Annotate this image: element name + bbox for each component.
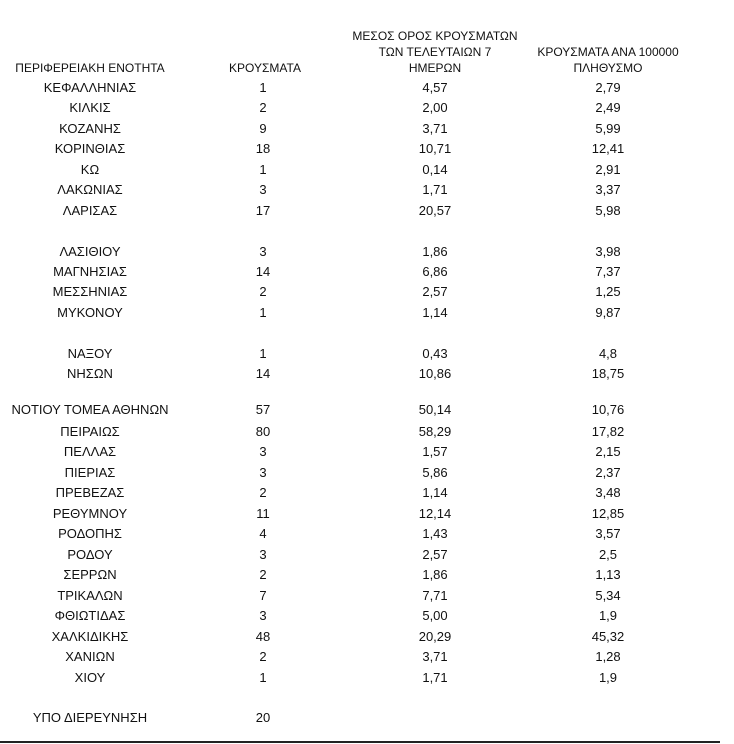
column-header-cases: ΚΡΟΥΣΜΑΤΑ <box>229 61 301 75</box>
cell-7day-average: 1,57 <box>422 444 448 459</box>
cell-per-100k: 12,85 <box>591 506 625 521</box>
table-row <box>0 463 734 483</box>
cell-7day-average: 1,43 <box>422 526 448 541</box>
cell-region: ΚΩ <box>80 162 100 177</box>
table-row <box>0 565 734 585</box>
cell-per-100k: 2,15 <box>595 444 621 459</box>
cell-per-100k: 3,37 <box>595 182 621 197</box>
cell-7day-average: 2,00 <box>422 100 448 115</box>
cell-cases: 3 <box>259 444 267 459</box>
table-row <box>0 545 734 565</box>
cell-7day-average: 0,43 <box>422 346 448 361</box>
cell-cases: 3 <box>259 244 267 259</box>
cell-per-100k: 2,49 <box>595 100 621 115</box>
cell-7day-average: 1,86 <box>422 567 448 582</box>
cell-cases: 2 <box>259 100 267 115</box>
table-row <box>0 364 734 384</box>
cell-cases: 17 <box>255 203 271 218</box>
cell-per-100k: 2,5 <box>598 547 618 562</box>
column-header-7day-average-line3: ΗΜΕΡΩΝ <box>408 61 462 75</box>
cell-cases: 3 <box>259 608 267 623</box>
cell-cases: 1 <box>259 305 267 320</box>
cell-7day-average: 58,29 <box>418 424 452 439</box>
cell-cases: 3 <box>259 182 267 197</box>
cell-per-100k: 2,79 <box>595 80 621 95</box>
cell-region: ΥΠΟ ΔΙΕΡΕΥΝΗΣΗ <box>32 710 148 725</box>
cell-cases: 2 <box>259 284 267 299</box>
table-row <box>0 78 734 98</box>
cell-per-100k: 5,99 <box>595 121 621 136</box>
cell-region: ΤΡΙΚΑΛΩΝ <box>57 588 123 603</box>
cell-region: ΜΑΓΝΗΣΙΑΣ <box>53 264 127 279</box>
cell-cases: 2 <box>259 567 267 582</box>
table-row <box>0 483 734 503</box>
cell-region: ΠΕΛΛΑΣ <box>63 444 117 459</box>
cell-per-100k: 1,9 <box>598 670 618 685</box>
cell-region: ΧΑΝΙΩΝ <box>65 649 115 664</box>
cell-7day-average: 1,71 <box>422 182 448 197</box>
cell-per-100k: 7,37 <box>595 264 621 279</box>
column-header-per-100k <box>518 44 698 76</box>
cell-cases: 1 <box>259 80 267 95</box>
table-row <box>0 98 734 118</box>
column-header-7day-average <box>330 28 540 76</box>
table-row <box>0 442 734 462</box>
cell-per-100k: 2,91 <box>595 162 621 177</box>
cell-7day-average: 1,14 <box>422 305 448 320</box>
cell-region: ΜΥΚΟΝΟΥ <box>57 305 123 320</box>
cell-7day-average: 5,00 <box>422 608 448 623</box>
cell-region: ΠΕΙΡΑΙΩΣ <box>60 424 120 439</box>
cell-region: ΚΟΡΙΝΘΙΑΣ <box>54 141 126 156</box>
cell-region: ΡΟΔΟΠΗΣ <box>58 526 122 541</box>
cell-per-100k: 4,8 <box>598 346 618 361</box>
cell-region: ΡΟΔΟΥ <box>67 547 113 562</box>
cell-region: ΝΟΤΙΟΥ ΤΟΜΕΑ ΑΘΗΝΩΝ <box>11 402 169 417</box>
cell-cases: 48 <box>255 629 271 644</box>
cell-cases: 1 <box>259 346 267 361</box>
cell-7day-average: 6,86 <box>422 264 448 279</box>
cell-region: ΡΕΘΥΜΝΟΥ <box>52 506 128 521</box>
cell-per-100k: 45,32 <box>591 629 625 644</box>
table-row <box>0 262 734 282</box>
table-row <box>0 160 734 180</box>
cell-cases: 4 <box>259 526 267 541</box>
cell-per-100k: 3,48 <box>595 485 621 500</box>
cell-cases: 2 <box>259 649 267 664</box>
cell-region: ΜΕΣΣΗΝΙΑΣ <box>52 284 128 299</box>
table-row <box>0 282 734 302</box>
cell-per-100k: 3,57 <box>595 526 621 541</box>
table-row <box>0 242 734 262</box>
cell-7day-average: 1,71 <box>422 670 448 685</box>
cell-per-100k: 1,25 <box>595 284 621 299</box>
table-row <box>0 139 734 159</box>
cell-per-100k: 2,37 <box>595 465 621 480</box>
table-row <box>0 119 734 139</box>
cell-region: ΧΑΛΚΙΔΙΚΗΣ <box>51 629 129 644</box>
cell-per-100k: 5,98 <box>595 203 621 218</box>
cell-region: ΚΟΖΑΝΗΣ <box>59 121 121 136</box>
cell-region: ΛΑΚΩΝΙΑΣ <box>57 182 123 197</box>
table-row <box>0 586 734 606</box>
table-row <box>0 422 734 442</box>
cell-7day-average: 20,57 <box>418 203 452 218</box>
cell-cases: 11 <box>256 506 270 521</box>
cell-region: ΛΑΡΙΣΑΣ <box>62 203 118 218</box>
cell-cases: 14 <box>255 366 271 381</box>
table-row <box>0 400 734 420</box>
cell-cases: 14 <box>255 264 271 279</box>
table-row <box>0 344 734 364</box>
cell-region: ΧΙΟΥ <box>74 670 106 685</box>
cell-per-100k: 9,87 <box>595 305 621 320</box>
cell-cases: 18 <box>255 141 271 156</box>
column-header-per-100k-line1: ΚΡΟΥΣΜΑΤΑ ΑΝΑ 100000 <box>537 45 679 59</box>
cell-cases: 2 <box>259 485 267 500</box>
table-row <box>0 303 734 323</box>
cell-7day-average: 10,71 <box>418 141 452 156</box>
cell-per-100k: 1,9 <box>598 608 618 623</box>
column-header-region: ΠΕΡΙΦΕΡΕΙΑΚΗ ΕΝΟΤΗΤΑ <box>15 61 165 75</box>
cell-cases: 80 <box>255 424 271 439</box>
cell-7day-average: 12,14 <box>418 506 452 521</box>
cell-7day-average: 3,71 <box>422 649 448 664</box>
table-row <box>0 627 734 647</box>
cell-7day-average: 1,14 <box>422 485 448 500</box>
cell-7day-average: 50,14 <box>418 402 452 417</box>
cell-per-100k: 17,82 <box>591 424 625 439</box>
cell-per-100k: 5,34 <box>595 588 621 603</box>
cell-cases: 57 <box>255 402 271 417</box>
cell-region: ΚΙΛΚΙΣ <box>69 100 111 115</box>
cell-cases: 7 <box>259 588 267 603</box>
cell-cases: 1 <box>259 670 267 685</box>
cell-7day-average: 20,29 <box>418 629 452 644</box>
cell-7day-average: 10,86 <box>418 366 452 381</box>
cell-region: ΚΕΦΑΛΛΗΝΙΑΣ <box>43 80 137 95</box>
column-header-per-100k-line2: ΠΛΗΘΥΣΜΟ <box>573 61 643 75</box>
cell-cases: 9 <box>259 121 267 136</box>
table-row <box>0 504 734 524</box>
cell-cases: 20 <box>255 710 271 725</box>
cell-7day-average: 2,57 <box>422 284 448 299</box>
cell-per-100k: 10,76 <box>591 402 625 417</box>
cell-region: ΝΑΞΟΥ <box>67 346 113 361</box>
cell-cases: 3 <box>259 465 267 480</box>
cell-cases: 3 <box>259 547 267 562</box>
cell-per-100k: 1,13 <box>595 567 621 582</box>
cell-7day-average: 0,14 <box>422 162 448 177</box>
column-header-7day-average-line1: ΜΕΣΟΣ ΟΡΟΣ ΚΡΟΥΣΜΑΤΩΝ <box>352 29 518 43</box>
table-row <box>0 201 734 221</box>
cell-7day-average: 4,57 <box>422 80 448 95</box>
cell-region: ΦΘΙΩΤΙΔΑΣ <box>54 608 126 623</box>
column-header-7day-average-line2: ΤΩΝ ΤΕΛΕΥΤΑΙΩΝ 7 <box>378 45 492 59</box>
cell-region: ΣΕΡΡΩΝ <box>63 567 117 582</box>
cell-per-100k: 3,98 <box>595 244 621 259</box>
cell-7day-average: 2,57 <box>422 547 448 562</box>
bottom-divider <box>0 741 720 743</box>
cell-region: ΛΑΣΙΘΙΟΥ <box>59 244 121 259</box>
cell-per-100k: 18,75 <box>591 366 625 381</box>
table-row <box>0 668 734 688</box>
table-row <box>0 180 734 200</box>
cell-cases: 1 <box>259 162 267 177</box>
cell-7day-average: 7,71 <box>422 588 448 603</box>
cell-region: ΠΙΕΡΙΑΣ <box>64 465 116 480</box>
table-row <box>0 708 734 728</box>
table-row <box>0 606 734 626</box>
table-row <box>0 647 734 667</box>
cell-7day-average: 3,71 <box>422 121 448 136</box>
cell-per-100k: 12,41 <box>591 141 625 156</box>
cell-7day-average: 5,86 <box>422 465 448 480</box>
table-row <box>0 524 734 544</box>
cell-7day-average: 1,86 <box>422 244 448 259</box>
cell-region: ΝΗΣΩΝ <box>67 366 113 381</box>
cell-per-100k: 1,28 <box>595 649 621 664</box>
cell-region: ΠΡΕΒΕΖΑΣ <box>55 485 125 500</box>
